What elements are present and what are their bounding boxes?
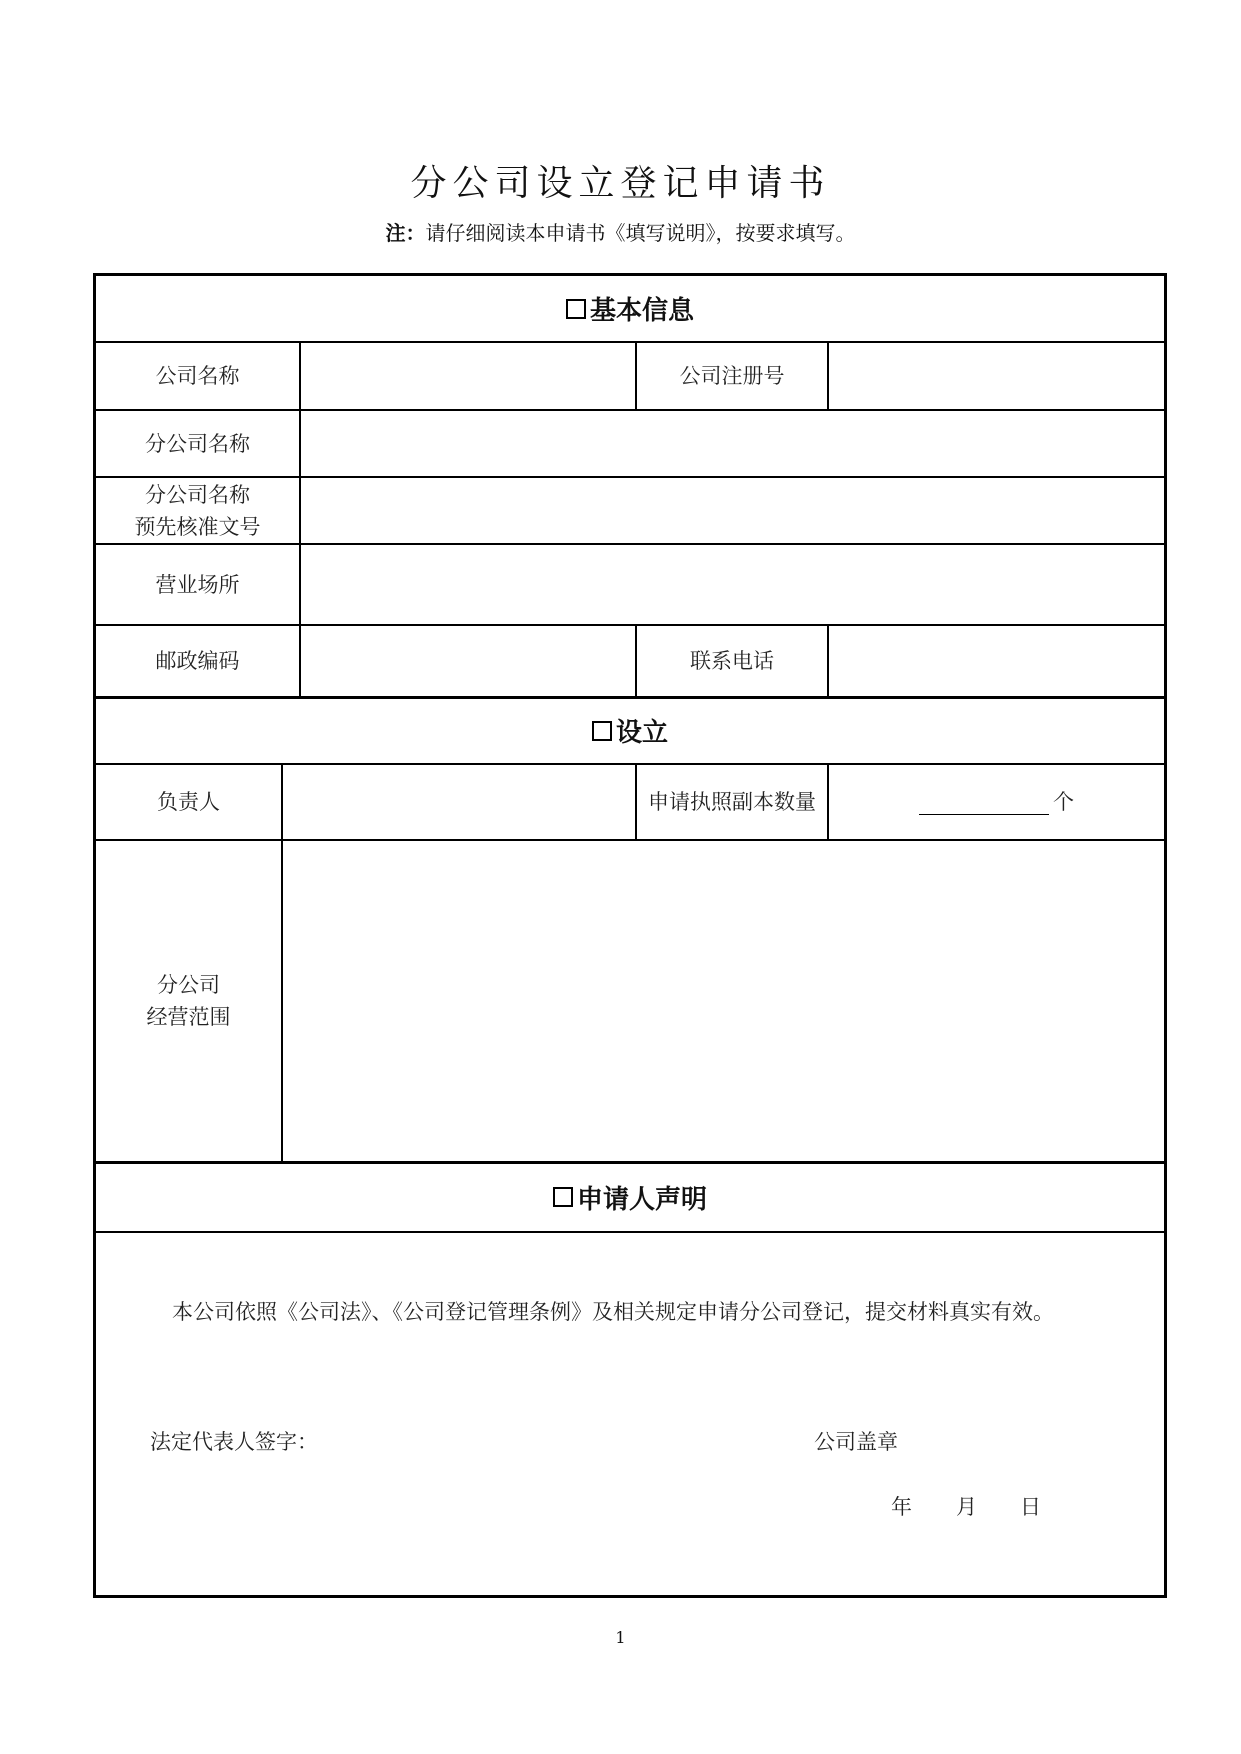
year-label: 年	[891, 1495, 912, 1519]
day-label: 日	[1020, 1495, 1041, 1519]
divider	[96, 1231, 1164, 1233]
copies-unit: 个	[1053, 790, 1074, 814]
company-name-field[interactable]	[301, 343, 635, 409]
checkbox[interactable]	[592, 721, 612, 741]
copies-blank[interactable]	[919, 790, 1049, 815]
company-seal-label: 公司盖章	[814, 1430, 898, 1454]
note-text: 请仔细阅读本申请书《填写说明》，按要求填写。	[425, 221, 856, 245]
business-place-label: 营业场所	[155, 572, 240, 597]
company-reg-no-field[interactable]	[829, 343, 1164, 409]
company-reg-no-label: 公司注册号	[679, 364, 785, 388]
approval-no-label-line2: 预先核准文号	[134, 514, 261, 539]
person-in-charge-label: 负责人	[157, 790, 220, 814]
phone-label: 联系电话	[690, 649, 774, 673]
legal-rep-signature-label: 法定代表人签字：	[150, 1430, 318, 1454]
section-title: 设立	[615, 718, 668, 748]
approval-no-label-line1: 分公司名称	[145, 482, 250, 507]
application-form	[93, 273, 1167, 1598]
note	[0, 217, 1241, 246]
business-place-field[interactable]	[301, 545, 1164, 624]
declaration-statement: 本公司依照《公司法》、《公司登记管理条例》及相关规定申请分公司登记，提交材料真实有效。	[172, 1300, 1054, 1324]
business-scope-label	[96, 841, 281, 1161]
approval-no-field[interactable]	[301, 478, 1164, 543]
postal-code-field[interactable]	[301, 626, 635, 696]
license-copies-label: 申请执照副本数量	[648, 790, 816, 814]
note-prefix: 注：	[385, 221, 426, 245]
section-title: 申请人声明	[576, 1184, 707, 1215]
license-copies-field[interactable]	[829, 765, 1164, 839]
checkbox[interactable]	[566, 299, 586, 319]
checkbox[interactable]	[553, 1187, 573, 1207]
section-basic-info	[96, 276, 1164, 341]
section-title: 基本信息	[589, 296, 694, 326]
person-in-charge-field[interactable]	[283, 765, 635, 839]
business-scope-field[interactable]	[283, 841, 1164, 1161]
business-scope-label-line1: 分公司	[157, 973, 220, 997]
section-declaration	[96, 1163, 1164, 1231]
month-label: 月	[956, 1495, 977, 1519]
postal-code-label: 邮政编码	[155, 649, 240, 673]
branch-name-label: 分公司名称	[145, 431, 250, 456]
company-name-label: 公司名称	[155, 364, 240, 388]
section-setup	[96, 698, 1164, 763]
business-scope-label-line2: 经营范围	[146, 1005, 231, 1029]
page-title: 分公司设立登记申请书	[410, 163, 831, 204]
approval-no-label	[96, 478, 299, 543]
phone-field[interactable]	[829, 626, 1164, 696]
page-number: 1	[615, 1628, 626, 1647]
branch-name-field[interactable]	[301, 411, 1164, 476]
